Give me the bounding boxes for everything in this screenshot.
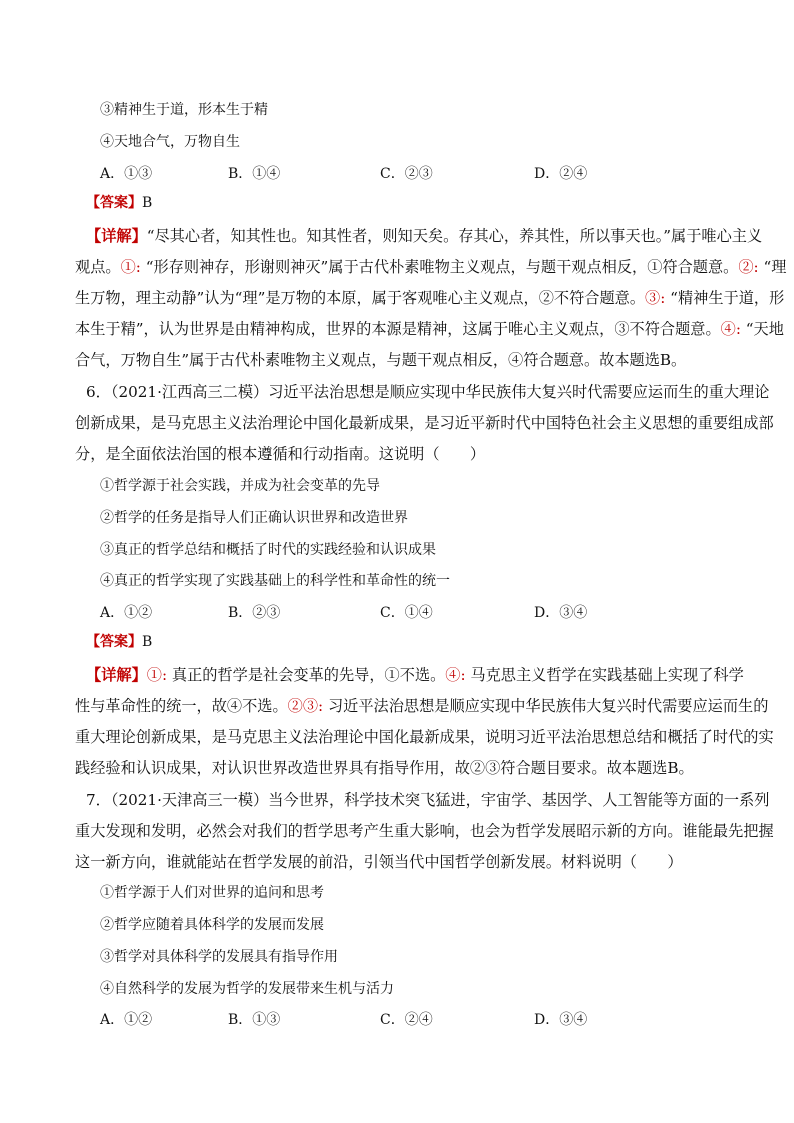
q7-item-2: ②哲学应随着具体科学的发展而发展 xyxy=(100,917,324,933)
q6-stem-line-2: 创新成果，是马克思主义法治理论中国化最新成果，是习近平新时代中国特色社会主义思想的重要组成部 xyxy=(75,414,774,432)
q7-stem-line-2: 重大发现和发明，必然会对我们的哲学思考产生重大影响，也会为哲学发展昭示新的方向。谁能最先把握 xyxy=(75,822,774,840)
q5-answer-tag: 【答案】 xyxy=(86,195,142,211)
q6-item-2: ②哲学的任务是指导人们正确认识世界和改造世界 xyxy=(100,510,408,526)
q6-answer xyxy=(86,632,152,652)
q7-stem-line-1: 7．（2021·天津高三一模）当今世界，科学技术突飞猛进，宇宙学、基因学、人工智能等方面的一系列 xyxy=(86,791,770,809)
q6-option-a: A．①② xyxy=(100,605,153,621)
q6-option-d: D．③④ xyxy=(534,605,588,621)
q7-item-3: ③哲学对具体科学的发展具有指导作用 xyxy=(100,949,338,965)
q6-stem-line-3: 分，是全面依法治国的根本遵循和行动指南。这说明（ ） xyxy=(75,445,486,463)
q5-item-4: ④天地合气，万物自生 xyxy=(100,134,240,150)
q7-stem-line-3: 这一新方向，谁就能站在哲学发展的前沿，引领当代中国哲学创新发展。材料说明（ ） xyxy=(75,853,683,871)
q6-answer-value: B xyxy=(142,634,153,650)
q7-option-d: D．③④ xyxy=(534,1012,588,1028)
q6-detail-line-1: 【详解】①: 真正的哲学是社会变革的先导，①不选。④: 马克思主义哲学在实践基础上实现了科学 xyxy=(86,666,744,684)
q5-answer-value: B xyxy=(142,195,153,211)
q6-detail-line-4: 践经验和认识成果，对认识世界改造世界具有指导作用，故②③符合题目要求。故本题选B。 xyxy=(75,759,694,777)
q5-option-d: D．②④ xyxy=(534,166,588,182)
q5-item-3: ③精神生于道，形本生于精 xyxy=(100,102,268,118)
q5-option-b: B．①④ xyxy=(228,166,281,182)
q5-option-a: A．①③ xyxy=(100,166,153,182)
q5-detail-line-2: 观点。①: “形存则神存，形谢则神灭”属于古代朴素唯物主义观点，与题干观点相反，①符合题意。②: “理 xyxy=(75,258,787,276)
q7-option-c: C．②④ xyxy=(380,1012,433,1028)
q5-answer xyxy=(86,193,152,213)
q6-item-1: ①哲学源于社会实践，并成为社会变革的先导 xyxy=(100,478,380,494)
q7-item-4: ④自然科学的发展为哲学的发展带来生机与活力 xyxy=(100,981,394,997)
q7-item-1: ①哲学源于人们对世界的追问和思考 xyxy=(100,885,324,901)
q6-detail-line-3: 重大理论创新成果，是马克思主义法治理论中国化最新成果，说明习近平法治思想总结和概括了时代的实 xyxy=(75,728,774,746)
q6-answer-tag: 【答案】 xyxy=(86,634,142,650)
q6-option-c: C．①④ xyxy=(380,605,433,621)
q7-option-b: B．①③ xyxy=(228,1012,281,1028)
q6-option-b: B．②③ xyxy=(228,605,281,621)
q6-item-4: ④真正的哲学实现了实践基础上的科学性和革命性的统一 xyxy=(100,573,450,589)
q5-detail-line-5: 合气，万物自生”属于古代朴素唯物主义观点，与题干观点相反，④符合题意。故本题选B。 xyxy=(75,351,687,369)
q7-option-a: A．①② xyxy=(100,1012,153,1028)
q6-detail-line-2: 性与革命性的统一，故④不选。②③: 习近平法治思想是顺应实现中华民族伟大复兴时代需要应运而生的 xyxy=(75,697,769,715)
q5-detail-line-3: 生万物，理主动静”认为“理”是万物的本原，属于客观唯心主义观点，②不符合题意。③: “精神生于道，形 xyxy=(75,289,785,307)
q5-detail-tag: 【详解】 xyxy=(86,227,147,245)
q6-stem-line-1: 6．（2021·江西高三二模）习近平法治思想是顺应实现中华民族伟大复兴时代需要应运而生的重大理论 xyxy=(86,383,770,401)
q6-item-3: ③真正的哲学总结和概括了时代的实践经验和认识成果 xyxy=(100,542,436,558)
q6-detail-tag: 【详解】 xyxy=(86,666,147,684)
q5-option-c: C．②③ xyxy=(380,166,433,182)
q5-detail-line-1: 【详解】“尽其心者，知其性也。知其性者，则知天矣。存其心，养其性，所以事天也。”属于唯心主义 xyxy=(86,227,763,245)
q5-detail-line-4: 本生于精”，认为世界是由精神构成，世界的本源是精神，这属于唯心主义观点，③不符合题意。④: “天地 xyxy=(75,320,784,338)
